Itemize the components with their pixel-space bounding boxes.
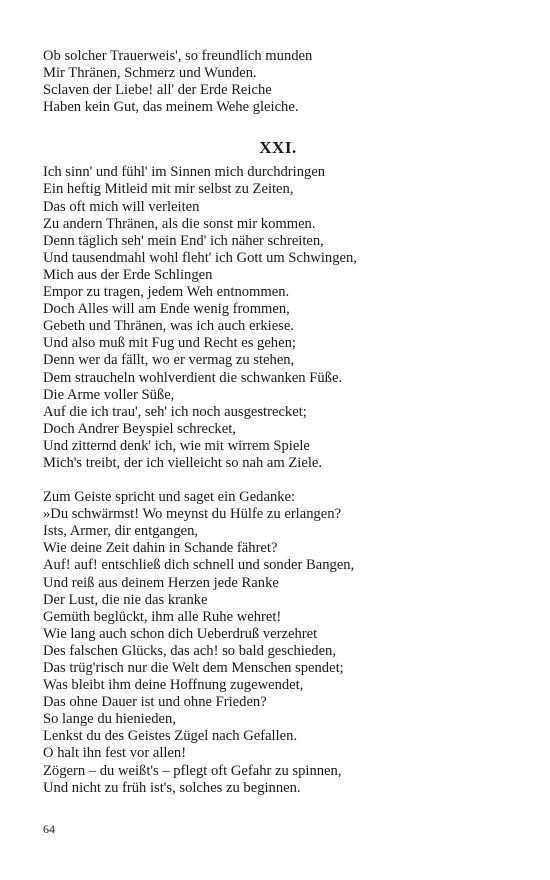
verse-line: Und reiß aus deinem Herzen jede Ranke bbox=[43, 574, 279, 591]
verse-line: Doch Andrer Beyspiel schrecket, bbox=[43, 420, 236, 437]
verse-line: Wie deine Zeit dahin in Schande fähret? bbox=[43, 540, 278, 557]
verse-line: Mich aus der Erde Schlingen bbox=[43, 266, 213, 283]
verse-line: Ob solcher Trauerweis', so freundlich munden bbox=[43, 48, 313, 64]
verse-line: Und zitternd denk' ich, wie mit wirrem Spiele bbox=[43, 437, 310, 454]
verse-line: Sclaven der Liebe! all' der Erde Reiche bbox=[43, 82, 272, 99]
verse-line: Ich sinn' und fühl' im Sinnen mich durchdringen bbox=[43, 164, 326, 181]
verse-line: Lenkst du des Geistes Zügel nach Gefallen. bbox=[43, 728, 298, 745]
verse-line: So lange du hienieden, bbox=[43, 711, 176, 728]
verse-line: Zum Geiste spricht und saget ein Gedanke: bbox=[43, 489, 296, 506]
verse-line: Denn täglich seh' mein End' ich näher schreiten, bbox=[43, 232, 324, 249]
verse-line: Haben kein Gut, das meinem Wehe gleiche. bbox=[43, 99, 299, 116]
verse-line: Was bleibt ihm deine Hoffnung zugewendet, bbox=[43, 677, 304, 694]
verse-line: Gebeth und Thränen, was ich auch erkiese. bbox=[43, 318, 294, 335]
page-number: 64 bbox=[43, 822, 55, 836]
verse-line: Doch Alles will am Ende wenig frommen, bbox=[43, 301, 290, 318]
stanza-two bbox=[43, 489, 513, 797]
verse-line: Die Arme voller Süße, bbox=[43, 386, 175, 403]
verse-line: Wie lang auch schon dich Ueberdruß verzehret bbox=[43, 625, 318, 642]
verse-line: Das trüg'risch nur die Welt dem Menschen spendet; bbox=[43, 660, 344, 676]
verse-line: Das oft mich will verleiten bbox=[43, 198, 200, 215]
verse-line: Zu andern Thränen, als die sonst mir kommen. bbox=[43, 215, 316, 232]
stanza-one bbox=[43, 164, 513, 472]
verse-line: Empor zu tragen, jedem Weh entnommen. bbox=[43, 284, 290, 301]
verse-line: Dem straucheln wohlverdient die schwanken Füße. bbox=[43, 369, 343, 386]
poem-page bbox=[43, 48, 513, 797]
verse-line: Mich's treibt, der ich vielleicht so nah am Ziele. bbox=[43, 454, 323, 471]
verse-line: O halt ihn fest vor allen! bbox=[43, 745, 187, 762]
verse-line: Auf! auf! entschließ dich schnell und sonder Bangen, bbox=[43, 557, 355, 574]
verse-line: Und nicht zu früh ist's, solches zu beginnen. bbox=[43, 779, 301, 796]
verse-line: Zögern – du weißt's – pflegt oft Gefahr zu spinnen, bbox=[43, 762, 342, 779]
verse-line: Und tausendmahl wohl fleht' ich Gott um Schwingen, bbox=[43, 249, 357, 266]
verse-line: »Du schwärmst! Wo meynst du Hülfe zu erlangen? bbox=[43, 506, 342, 523]
verse-line: Und also muß mit Fug und Recht es gehen; bbox=[43, 335, 296, 352]
verse-line: Denn wer da fällt, wo er vermag zu stehen, bbox=[43, 352, 295, 369]
verse-line: Gemüth beglückt, ihm alle Ruhe wehret! bbox=[43, 608, 282, 625]
stanza-break bbox=[43, 472, 513, 489]
verse-line: Mir Thränen, Schmerz und Wunden. bbox=[43, 65, 257, 82]
section-heading: XXI. bbox=[259, 138, 297, 158]
verse-line: Ists, Armer, dir entgangen, bbox=[43, 523, 199, 540]
verse-line: Des falschen Glücks, das ach! so bald geschieden, bbox=[43, 642, 336, 659]
intro-stanza bbox=[43, 48, 513, 116]
verse-line: Auf die ich trau', seh' ich noch ausgestrecket; bbox=[43, 403, 307, 420]
verse-line: Der Lust, die nie das kranke bbox=[43, 591, 208, 608]
verse-line: Das ohne Dauer ist und ohne Frieden? bbox=[43, 694, 267, 711]
verse-line: Ein heftig Mitleid mit mir selbst zu Zeiten, bbox=[43, 181, 294, 198]
